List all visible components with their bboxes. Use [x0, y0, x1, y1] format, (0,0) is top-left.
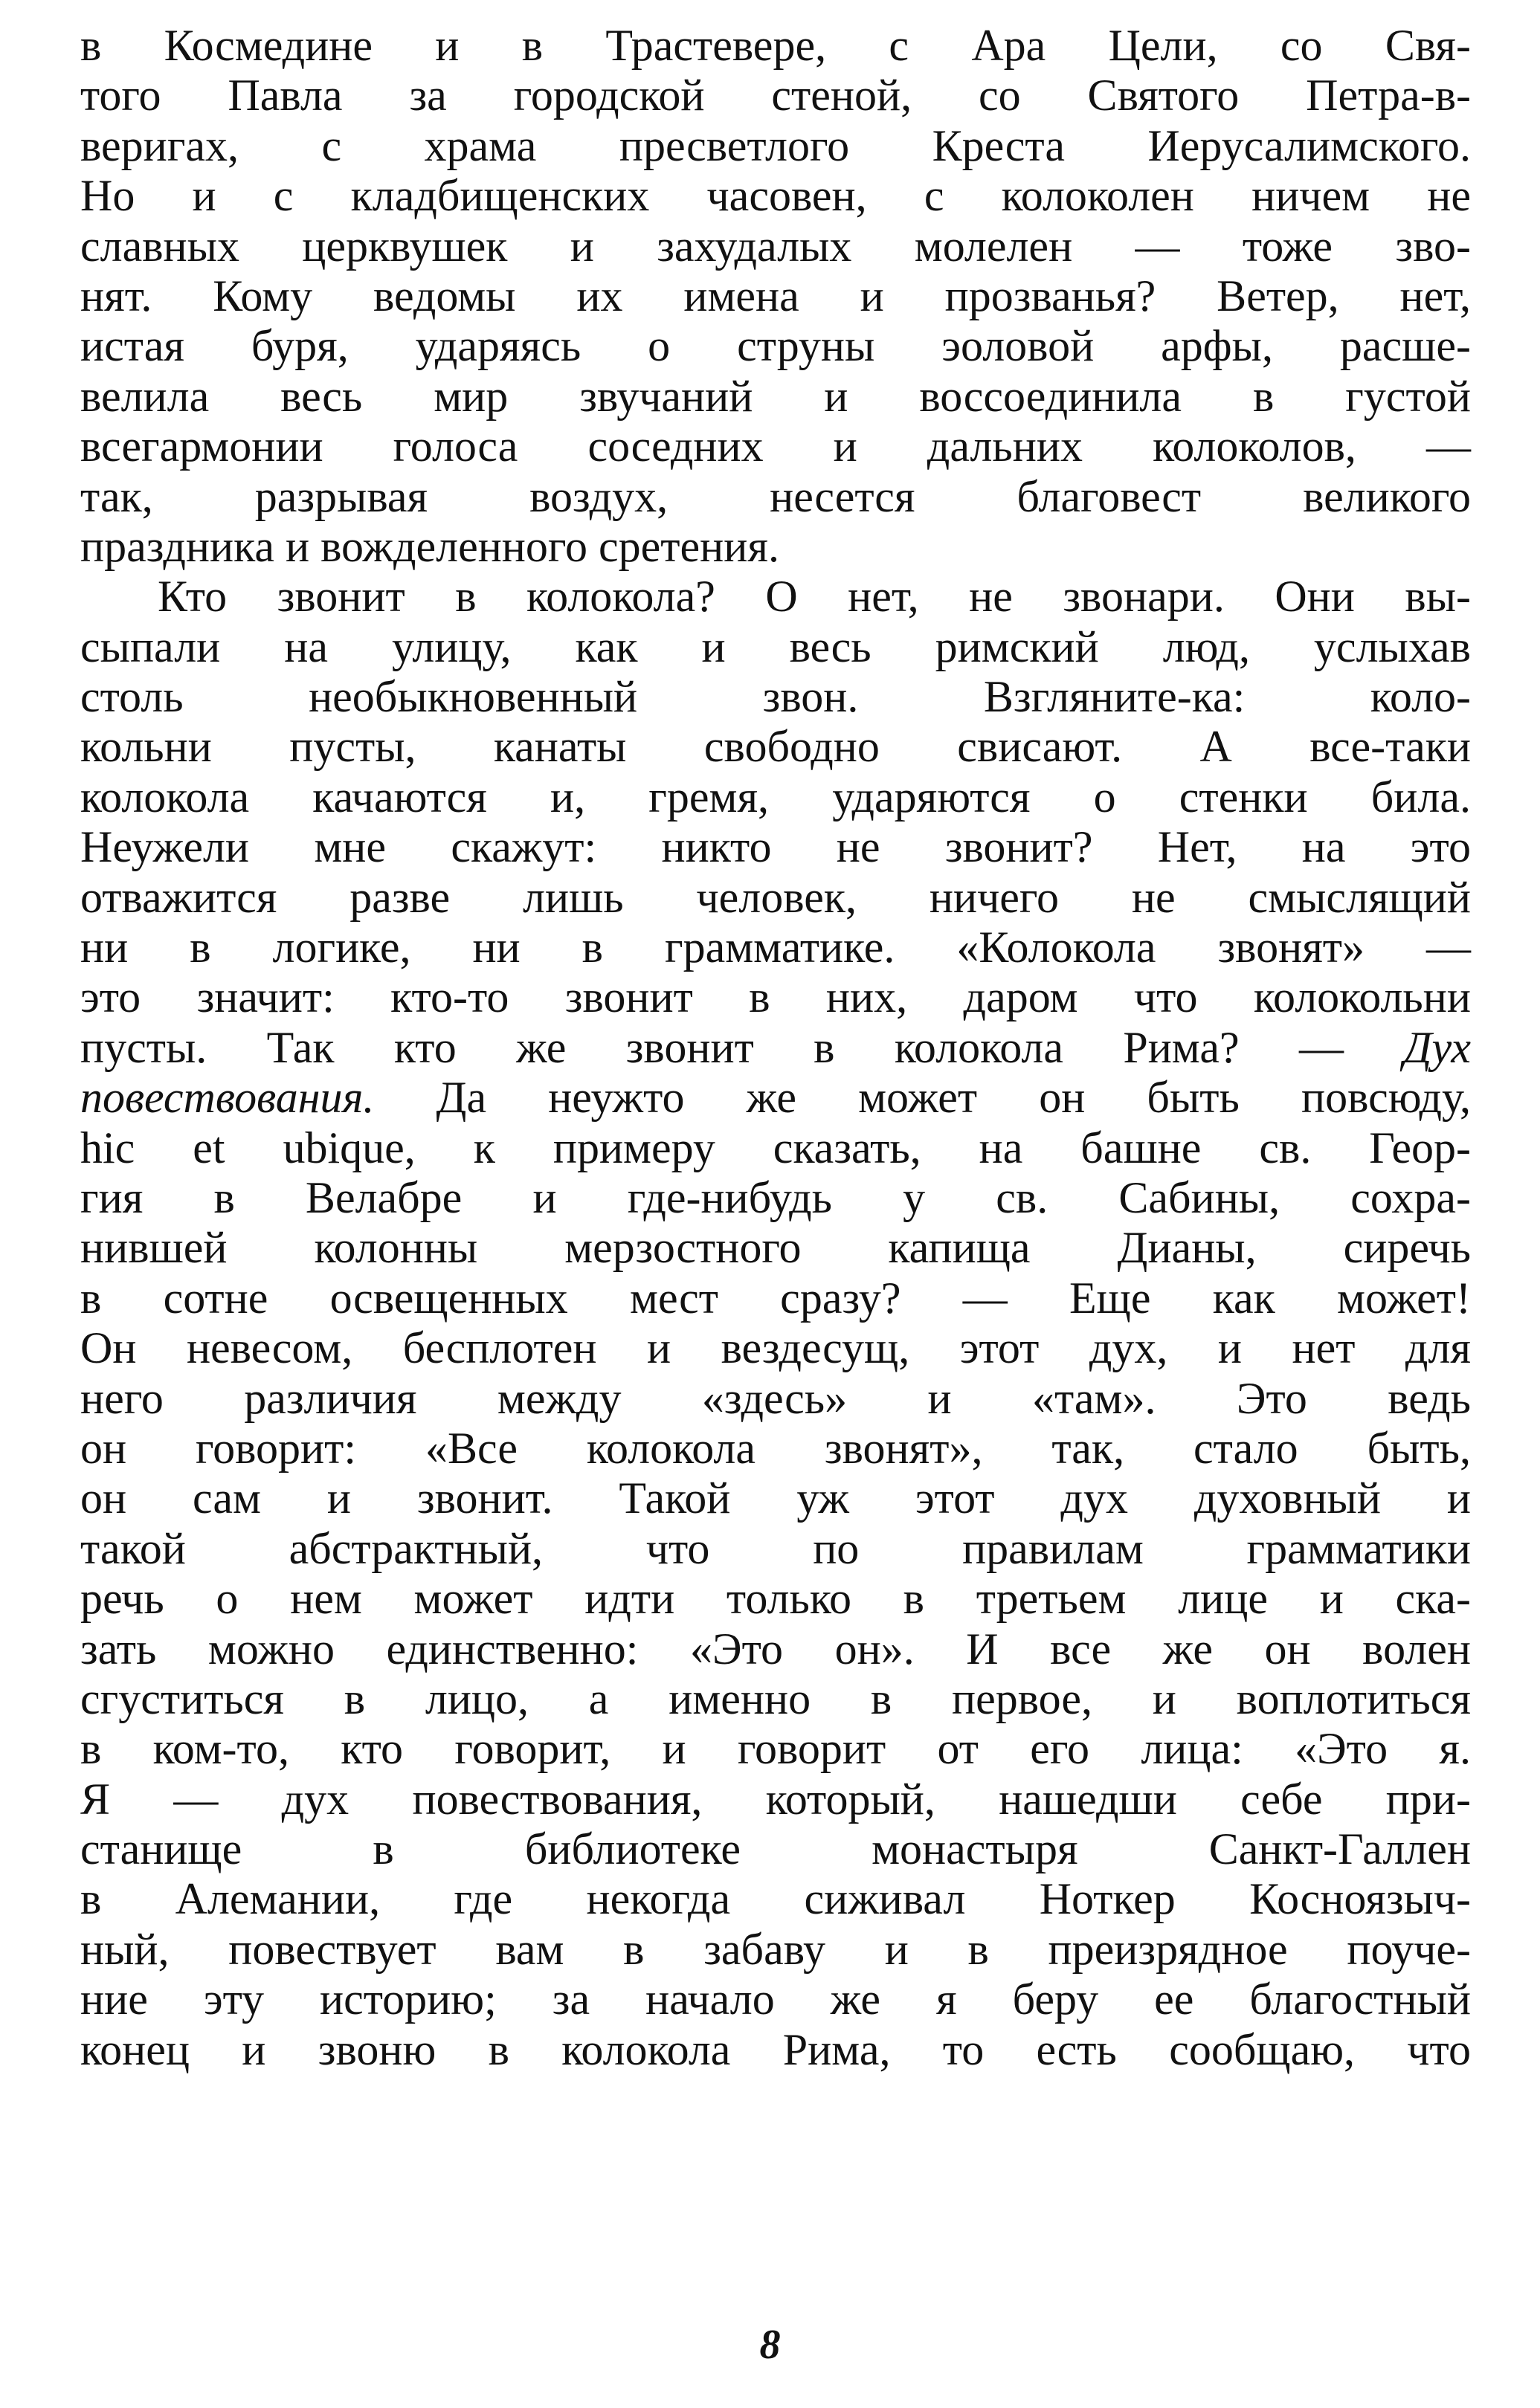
text-line: hic et ubique, к примеру сказать, на башне св. Геор-	[80, 1123, 1471, 1172]
italic-run: повествования.	[80, 1073, 375, 1123]
text-line: всегармонии голоса соседних и дальних колоколов, —	[80, 422, 1471, 471]
text-line: ный, повествует вам в забаву и в преизрядное поуче-	[80, 1924, 1471, 1974]
text-line: он сам и звонит. Такой уж этот дух духовный и	[80, 1473, 1471, 1523]
italic-run: Дух	[1403, 1022, 1471, 1072]
text-line: ние эту историю; за начало же я беру ее благостный	[80, 1975, 1471, 2024]
text-line: праздника и вожделенного сретения.	[80, 521, 779, 571]
text-line: велила весь мир звучаний и воссоединила в густой	[80, 371, 1471, 421]
text-line: Я — дух повествования, который, нашедши себе при-	[80, 1774, 1471, 1824]
text-line: в сотне освещенных мест сразу? — Еще как может!	[80, 1273, 1471, 1323]
text-line: колокола качаются и, гремя, ударяются о стенки била.	[80, 772, 1471, 822]
text-line: сыпали на улицу, как и весь римский люд, услыхав	[80, 622, 1471, 671]
text-line: отважится разве лишь человек, ничего не смыслящий	[80, 872, 1471, 922]
text-line: станище в библиотеке монастыря Санкт-Галлен	[80, 1824, 1471, 1874]
text-line: в ком-то, кто говорит, и говорит от его лица: «Это я.	[80, 1724, 1471, 1774]
text-line: в Космедине и в Трастевере, с Ара Цели, со Свя-	[80, 21, 1471, 70]
text-line: нят. Кому ведомы их имена и прозванья? Ветер, нет,	[80, 271, 1471, 320]
text-line: столь необыкновенный звон. Взгляните-ка: коло-	[80, 672, 1471, 722]
text-line: него различия между «здесь» и «там». Это ведь	[80, 1373, 1471, 1423]
page-number: 8	[759, 2322, 781, 2368]
text-line: кольни пусты, канаты свободно свисают. А все-таки	[80, 722, 1471, 772]
text-line: Неужели мне скажут: никто не звонит? Нет, на это	[80, 822, 1471, 872]
text-line-mixed	[80, 1023, 1471, 1073]
body-text	[80, 21, 1471, 2075]
text-line-mixed	[80, 1073, 1471, 1123]
text-line: истая буря, ударяясь о струны эоловой арфы, расше-	[80, 321, 1471, 371]
text-run: Да неужто же может он быть повсюду,	[374, 1073, 1471, 1123]
text-line: это значит: кто-то звонит в них, даром что колокольни	[80, 972, 1471, 1022]
text-line: славных церквушек и захудалых молелен — тоже зво-	[80, 221, 1471, 271]
text-line: гия в Велабре и где-нибудь у св. Сабины, сохра-	[80, 1172, 1471, 1222]
text-line: зать можно единственно: «Это он». И все же он волен	[80, 1624, 1471, 1673]
text-run: пусты. Так кто же звонит в колокола Рима? —	[80, 1022, 1344, 1072]
text-line: в Алемании, где некогда сиживал Ноткер Косноязыч-	[80, 1874, 1471, 1924]
text-line: Кто звонит в колокола? О нет, не звонари. Они вы-	[158, 572, 1471, 622]
text-line: Но и с кладбищенских часовен, с колоколен ничем не	[80, 171, 1471, 221]
text-line: такой абстрактный, что по правилам грамматики	[80, 1523, 1471, 1573]
text-line: ни в логике, ни в грамматике. «Колокола звонят» —	[80, 923, 1471, 972]
text-line: нившей колонны мерзостного капища Дианы, сиречь	[80, 1223, 1471, 1273]
text-line: того Павла за городской стеной, со Святого Петра-в-	[80, 71, 1471, 120]
text-line: речь о нем может идти только в третьем лице и ска-	[80, 1574, 1471, 1624]
text-line: он говорит: «Все колокола звонят», так, стало быть,	[80, 1423, 1471, 1473]
text-line: так, разрывая воздух, несется благовест великого	[80, 471, 1471, 521]
text-line: Он невесом, бесплотен и вездесущ, этот дух, и нет для	[80, 1323, 1471, 1373]
text-line: конец и звоню в колокола Рима, то есть сообщаю, что	[80, 2024, 1471, 2074]
text-line: веригах, с храма пресветлого Креста Иерусалимского.	[80, 120, 1471, 170]
text-line: сгуститься в лицо, а именно в первое, и воплотиться	[80, 1673, 1471, 1723]
